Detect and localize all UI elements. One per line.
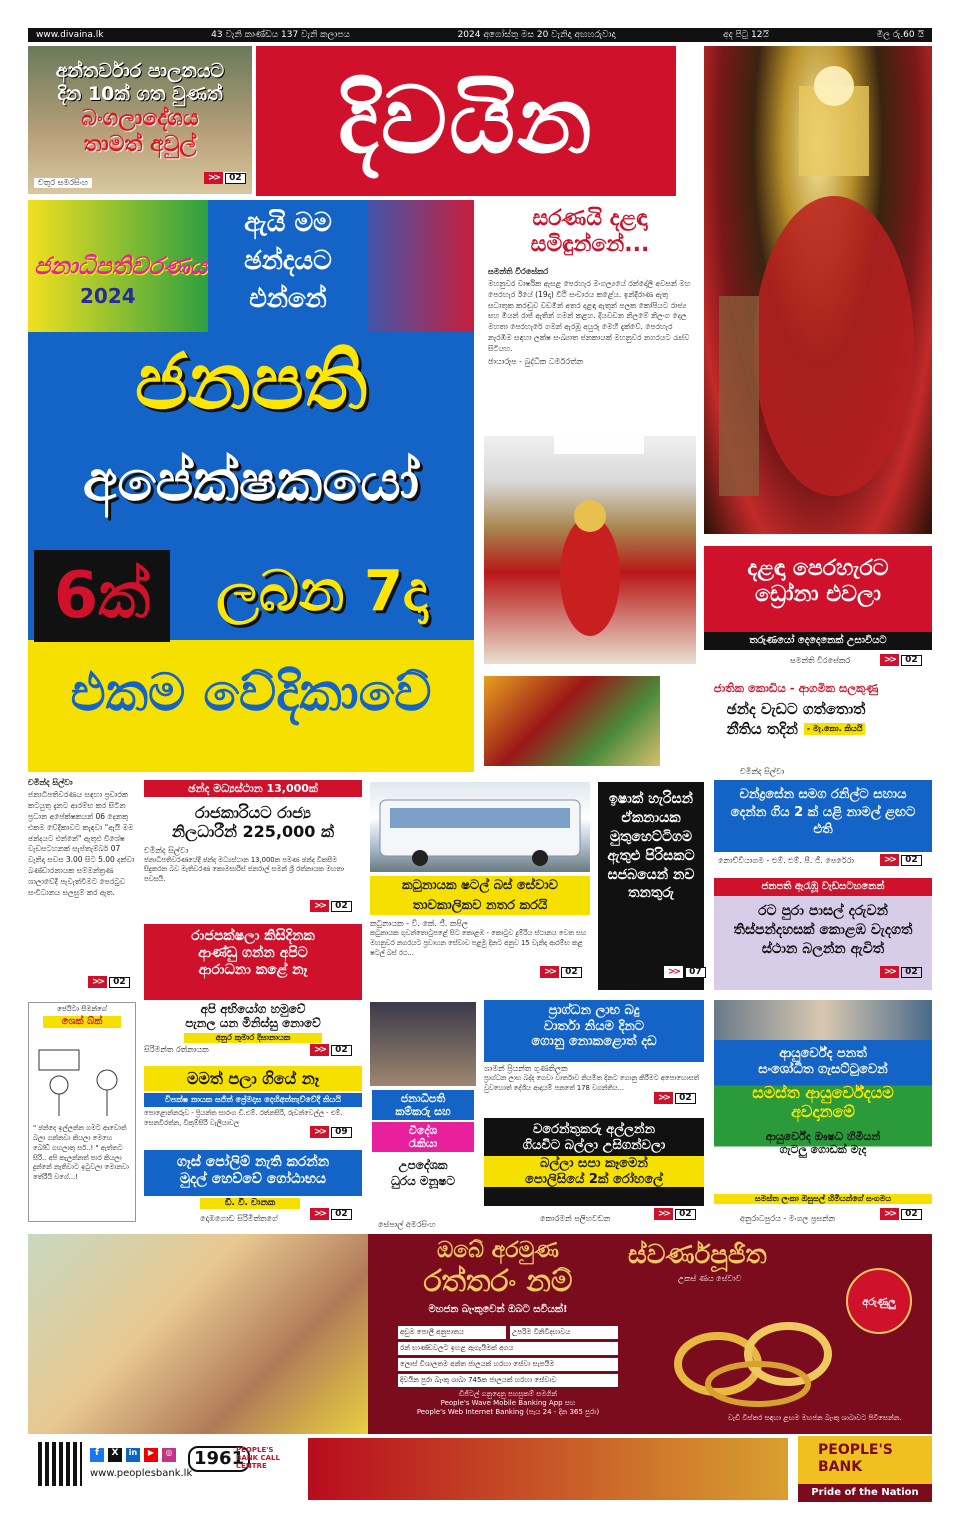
ad-family-photo xyxy=(28,1234,368,1434)
ad-website[interactable]: www.peoplesbank.lk xyxy=(90,1468,193,1479)
lead-kicker-2: ඡන්දයට xyxy=(244,246,332,276)
ayurveda-sub-1: ආයුර්වේද ඖෂධ හිමියන් xyxy=(765,1129,881,1143)
x-icon[interactable]: X xyxy=(108,1448,122,1462)
shuttle-title-2: තාවකාලිකව නතර කරයි xyxy=(370,896,590,916)
dalada-byline: සමන්ති වීරසේකර xyxy=(488,266,549,276)
ad-offer-5: දිවයින පුරා බැංකු ශාඛා 745ක ජාලයක් හරහා සේවාව xyxy=(398,1374,618,1387)
shuttle-bus-photo xyxy=(370,782,590,872)
mamath-subtitle: විපක්ෂ නායක සජිත් ප්‍රේමදාස දෙහිඅත්තැව්වේදී කියයි xyxy=(144,1093,362,1107)
ad-brand-sub: උකස් ණය සේවාව xyxy=(678,1274,742,1283)
shuttle-byline: කටුනායක - වී. කේ. ජී. කපිල xyxy=(370,919,468,929)
instagram-icon[interactable]: ◎ xyxy=(162,1448,176,1462)
cartoon-artist: ජෙයිටා සිමන්ගේ xyxy=(57,1005,107,1013)
lead-story[interactable] xyxy=(28,332,474,772)
page-number: 02 xyxy=(901,855,922,866)
dalada-photo xyxy=(484,436,696,664)
labour-title-4: රැකියා xyxy=(408,1137,438,1151)
labour-title-6: ධුරය මනූෂට xyxy=(390,1174,456,1188)
cartoon xyxy=(28,1002,136,1222)
dalada-photo-credit: ඡායාරූප - බුද්ධික ධර්මරත්න xyxy=(488,356,584,366)
mamath-title: මමත් පලා ගියේ නෑ xyxy=(144,1066,362,1091)
dalada-story[interactable] xyxy=(484,200,696,436)
warrant-page-ref[interactable]: >> 02 xyxy=(654,1208,696,1220)
drone-byline: සමන්ති වීරසේකර xyxy=(790,656,851,665)
ad-offer-2: උපරිම විනිවිදභාවය xyxy=(510,1326,618,1339)
labour-title-2: කම්කරු සහ xyxy=(395,1105,451,1119)
capital-body-box xyxy=(484,1064,704,1114)
officers-page-ref[interactable]: >> 02 xyxy=(310,900,352,912)
price: මිල රු.60 යි xyxy=(876,30,924,40)
ad-brand: ස්වර්ණපූජිත xyxy=(628,1240,767,1270)
ad-offer-1: අඩුම පොලී අනුපාතය xyxy=(398,1326,506,1339)
warrant-story[interactable] xyxy=(484,1118,704,1206)
hotline-number[interactable]: 1961 xyxy=(188,1446,250,1472)
top-info-bar xyxy=(28,28,932,42)
capital-title-1: ප්‍රාග්ධන ලාභ බදු xyxy=(548,1003,640,1018)
drone-subtitle: තරුණයෝ දෙදෙනෙක් උසාවියට xyxy=(704,632,932,650)
chandrasena-title: චන්ද්‍රසේන සමග රනිල්ට සහාය දෙන්න ගිය 2 ක් යළි නාමල් ළඟට එති xyxy=(730,787,916,838)
bus-illustration xyxy=(370,782,590,872)
facebook-icon[interactable]: f xyxy=(90,1448,104,1462)
rajapaksa-tag: අනුර කුමාර දිසානායක xyxy=(184,1033,322,1043)
flag-photo xyxy=(484,676,660,766)
gas-page-ref[interactable]: >> 02 xyxy=(310,1208,352,1220)
bangladesh-teaser[interactable] xyxy=(28,46,252,194)
ad-offer-3: රන් භාණ්ඩවලට ඉහළ ඇගැයීමක් අගය xyxy=(398,1342,618,1355)
left-byline: චමින්ද සිල්වා xyxy=(28,778,73,787)
officers-banner: ඡන්ද මධ්‍යස්ථාන 13,000ක් xyxy=(144,780,362,797)
gas-title-1: ගෑස් පෝලිම් නැති කරන්න xyxy=(176,1154,330,1170)
capital-byline: ශාමන් ප්‍රියන්ත ගුණතිලක xyxy=(484,1064,568,1073)
labour-title-3: විදේශ xyxy=(408,1124,438,1137)
flag-line-2: ඡන්ද වැඩට ගත්තොත් xyxy=(726,699,866,718)
page-number: 02 xyxy=(901,1209,922,1220)
page-number: 02 xyxy=(225,173,246,184)
ayurveda-title-3: සමස්ත ආයුර්වේදයම xyxy=(752,1083,894,1103)
officers-byline: චමින්ද සිල්වා xyxy=(144,845,189,855)
capital-page-ref[interactable]: >> 02 xyxy=(654,1092,696,1104)
officers-title-1: රාජකාරියට රාජ්‍ය xyxy=(195,803,311,823)
flag-line-3: නීතිය තදින් xyxy=(726,719,798,738)
bangladesh-page-ref[interactable]: >> 02 xyxy=(204,172,246,184)
bank-tagline: Pride of the Nation xyxy=(798,1484,932,1502)
flag-tag: - මැ.කො. කියයි xyxy=(804,723,866,735)
ad-note: වැඩි විස්තර සඳහා ළඟම මහජන බැංකු ශාඛාවට පිවිසෙන්න. xyxy=(728,1414,902,1422)
flag-title: ජාතික කොඩිය - ආගමික සලකුණු xyxy=(713,681,879,695)
ayurveda-title-1: ආයුර්වේද පනත් xyxy=(779,1046,867,1061)
rajapaksa-sub-1: අපි අභියෝග හමුවේ xyxy=(200,1002,306,1016)
capital-body: ප්‍රාග්ධන ලාභ බද්ද ගෙවා වාර්තාව නියමිත දිනට ගොනු කිරීමට අපොහොසත් වුවහොත් දේශීය ආදායම් පනතේ 178 වගන්තිය... xyxy=(484,1074,699,1092)
website-link[interactable]: www.divaina.lk xyxy=(36,30,104,40)
hotline-label: PEOPLE'S BANK CALL CENTRE xyxy=(236,1446,280,1470)
warrant-title-3: බල්ලා සපා කෑමෙන් xyxy=(484,1156,704,1172)
ishak-page-ref[interactable]: >> 07 xyxy=(664,966,706,978)
page-number: 02 xyxy=(561,967,582,978)
rajapaksa-title-3: ආරාධනා කළේ නෑ xyxy=(198,961,308,978)
labour-title-1: ජනාධිපති xyxy=(400,1092,446,1105)
ad-offer-7: People's Wave Mobile Banking App සහ xyxy=(440,1399,576,1407)
ayurveda-title-2: සංශෝධිත ගැසට්ටුවෙන් xyxy=(758,1061,888,1077)
peoples-bank-ad[interactable] xyxy=(28,1234,932,1504)
bangladesh-line2: දින 10ක් ගත වුණත් xyxy=(57,82,223,105)
left-body: ජනාධිපතිවරණය සඳහා ප්‍රචාරක කටයුතු දැනට ආරම්භ කර සිටින ප්‍රධාන අපේක්ෂකයන් 06 දෙනකු එකම වේදිකාවට කැඳවා "ඇයි මම ඡන්දයට එන්නේ" ඇතුළු විශේෂ වැඩසටහනක් සැප්තැම්බර් 07 වැනිදා සවස 3.00 සිට 5.00 දක්වා බණ්ඩාරනායක සම්මන්ත්‍රණ ශාලාවේදී පැවැත්වීමට පෙරටුව සංවිධානය සලසුම් කර ඇත. xyxy=(28,790,135,897)
officers-body: ජනාධිපතිවරණයේදී ඡන්ද මධ්‍යස්ථාන 13,000ක පමණ ඡන්ද විකසීම සිදුකරන බව මැතිවරණ කොමසාරිස් ජනරාල් සමන් ශ්‍රී රත්නායක මහතා පවසයි. xyxy=(144,855,344,884)
page-number: 02 xyxy=(109,977,130,988)
election-logo-year: 2024 xyxy=(80,284,136,308)
election-logo-text: ජනාධිපතිවරණය xyxy=(34,252,208,280)
page-number: 02 xyxy=(331,1209,352,1220)
social-icons xyxy=(90,1448,176,1462)
youtube-icon[interactable]: ▶ xyxy=(144,1448,158,1462)
ad-offer-6: ඩිජිටල් ගනුදෙනු පහසුකම් සමගින් xyxy=(459,1390,557,1398)
mamath-page-ref[interactable]: >> 09 xyxy=(310,1126,352,1138)
masthead xyxy=(256,46,676,196)
bangladesh-line1: අන්තර්වාර පාලනයට xyxy=(55,60,225,82)
mamath-body: පොළොන්නරුව - ප්‍රියන්ත සාරංග ඩී.එම්. රත්නසිරි, රුවන්වෙල්ල - එම්. සෙනවිරත්න, විකුම්සිරි වැලියාවල xyxy=(144,1108,343,1127)
page-number: 02 xyxy=(331,1045,352,1056)
volume-info: 43 වැනි කාණ්ඩය 137 වැනි කලාපය xyxy=(211,30,350,40)
drone-title-1: දළඳා පෙරහැරට xyxy=(747,556,889,581)
page-number: 02 xyxy=(675,1209,696,1220)
lead-headline-4: එකම වේදිකාවේ xyxy=(70,663,432,723)
drone-title-2: ඩ්‍රෝනා එවලා xyxy=(754,582,882,608)
rajapaksa-title-1: රාජපක්ෂලා කිසිදිනක xyxy=(191,928,315,944)
school-banner: ජනපති ඇරැඹූ වැඩසටහනෙන් xyxy=(714,878,932,896)
ad-line-2: රත්තරං නම් xyxy=(423,1264,573,1299)
page-number: 07 xyxy=(685,967,706,978)
page-number: 02 xyxy=(331,901,352,912)
cartoon-name: ශෙක් බ්ක් xyxy=(43,1016,121,1028)
masthead-title: දිවයින xyxy=(338,66,594,174)
cartoon-illustration xyxy=(29,1030,136,1120)
drone-page-ref[interactable]: >> 02 xyxy=(880,654,922,666)
page-count: අද පිටු 12යි xyxy=(723,30,769,40)
flag-byline: චමින්ද සිල්වා xyxy=(740,767,785,776)
drone-story[interactable] xyxy=(704,546,932,650)
labour-byline: සේපාල් අමරසිංහ xyxy=(378,1220,436,1229)
capital-title-3: ගොනු නොකළොත් දඩ xyxy=(531,1034,657,1050)
ad-line-1: ඔබේ අරමුණ xyxy=(436,1238,560,1263)
flag-story[interactable] xyxy=(660,676,932,766)
page-number: 02 xyxy=(901,967,922,978)
page-number: 02 xyxy=(901,655,922,666)
perahera-elephant-photo xyxy=(704,46,932,534)
gas-tag: ඩී. වී. චානක xyxy=(200,1198,300,1209)
dalada-title-1: සරණයි දළඳා xyxy=(532,206,648,231)
dalada-body: මහනුවර වාර්ෂික ඇසළ පෙරහැර මංගල්‍යයේ රන්දෝලි අවසන් මහ පෙරහැර ඊයේ (19දා) වීථි සංචාරය කළේය. ඉන්දීරාණ ඇතු සධාතුක කරඬුව වඩමින් අතර දළඳා ඇතුන් පලක කෝපියට රාජ්‍ය සහ මියන් රාජ් ඇතින් ගමන් කළහ. දියවඩන නිලමේ නිලංග දෙල මහතා පෙරහැරේ ගමන් ඇරඹූ අයුරු මෙහි දැක්වේ. පෙරහැර නැරඹීම සඳහා ලක්ෂ සංඛ්‍යාත ජනකායක් මහනුවර නගරයට රැස්ව සිටියහ. xyxy=(488,278,691,354)
ishak-story[interactable] xyxy=(598,782,704,990)
warrant-title-1: වරෙන්තුකරු අල්ලන්න xyxy=(532,1122,656,1137)
gas-title-2: මුදල් හෙව්වේ ගෝඨාභය xyxy=(179,1170,327,1187)
chandrasena-byline: නොච්චියාගම - එම්. එම්. පී. ජී. පෙරේරා xyxy=(718,856,855,865)
lead-kicker-3: එන්නේ xyxy=(249,284,327,314)
gold-jewellery-illustration xyxy=(668,1294,858,1414)
procession-illustration xyxy=(484,436,696,664)
ayurveda-title-4: අවදානමේ xyxy=(791,1102,855,1122)
ad-line-3: මහජන බැංකුවෙන් ඔබට සවියක්! xyxy=(428,1304,568,1315)
rajapaksa-sub-2: පැනල යන මිනිස්සු නොවේ xyxy=(185,1016,321,1031)
capital-title-2: වාර්තා නියම දිනට xyxy=(543,1018,645,1034)
shuttle-page-ref[interactable]: >> 02 xyxy=(540,966,582,978)
ad-offer-4: ලොස් විශාලතම අන්ත ජාලයක් හරහා සේවා සැපයීම xyxy=(398,1358,618,1371)
cartoon-caption: " ඡන්දෙ ඉල්ලන්න ගමට ආවොත් බලා ගන්නවා කියලා මෙහෙ බෝඩ් ගහලාතු සර්..! " ඇත්තට සිරි.. අපි කැලන්නත් පාර කියලා දුන්නේ නැතිවාට ඉටුවලා මොනවා තේරීයි වගේ...! xyxy=(33,1124,129,1182)
ayurveda-story[interactable] xyxy=(714,1040,932,1192)
rajapaksa-page-ref[interactable]: >> 02 xyxy=(310,1044,352,1056)
capital-story[interactable] xyxy=(484,1000,704,1062)
election-graphic xyxy=(28,200,474,332)
bank-name: PEOPLE'S BANK xyxy=(818,1442,893,1475)
gas-story[interactable] xyxy=(144,1150,362,1196)
dalada-title-2: සමිඳුන්නේ... xyxy=(530,232,650,258)
page-number: 02 xyxy=(675,1093,696,1104)
ad-offer-8: People's Web Internet Banking (පැය 24 - දින 365 පුරා) xyxy=(416,1408,600,1416)
school-title: රට පුරා පාසල් දරුවන් තිස්පන්දහසක් කොළඹ වැදගත් ස්ථාන බලන්න ඇවිත් xyxy=(733,903,913,957)
ishak-title: ඉෂාක් හැරිසන් ඒකනායක මුතුහෙට්ටිගම ඇතුළු පිරිසකට සජබයෙන් නව තනතුරු xyxy=(607,791,695,902)
labour-title-5: උපදේශක xyxy=(398,1158,448,1172)
bangladesh-line3: බංගලාදේශය xyxy=(81,105,199,131)
rajapaksa-story[interactable] xyxy=(144,924,362,1000)
lead-headline-1: ජනපති xyxy=(134,337,368,427)
left-column-story[interactable] xyxy=(28,778,136,996)
lead-headline-3: ලබන 7දා xyxy=(216,559,428,624)
chandrasena-story[interactable] xyxy=(714,780,932,852)
school-page-ref[interactable]: >> 02 xyxy=(880,966,922,978)
ad-badge: අරුණුලු xyxy=(846,1268,912,1334)
ad-gradient-band xyxy=(308,1438,788,1500)
issue-date: 2024 අගෝස්තු මස 20 වැනිදා අඟහරුවාදා xyxy=(457,30,616,40)
labour-story[interactable] xyxy=(370,1002,476,1216)
chandrasena-page-ref[interactable]: >> 02 xyxy=(880,854,922,866)
ayurveda-tag: සමස්ත ලංකා ඔසුසල් හිමියන්ගේ සංගමය xyxy=(714,1194,932,1204)
elephant-illustration xyxy=(704,46,932,534)
officers-title-2: නිලධාරීන් 225,000 ක් xyxy=(172,822,334,842)
lead-kicker-1: ඇයි මම xyxy=(244,208,332,238)
ayurveda-sub-2: ගැටලු ගොඩක් මැද xyxy=(779,1142,867,1156)
linkedin-icon[interactable]: in xyxy=(126,1448,140,1462)
gas-byline: දොඹගොඩ සිරිමිත්තගේ xyxy=(200,1214,278,1223)
ayurveda-byline: අනුරාධපුරය - මංගල ප්‍රසන්න xyxy=(740,1214,836,1223)
ayurveda-photo xyxy=(714,1000,932,1040)
lead-candidate-count: 6ක් xyxy=(34,550,170,642)
bangladesh-line4: තාමත් අවුල් xyxy=(83,131,197,157)
rajapaksa-byline: සිරිමන්ත රත්නායක xyxy=(144,1044,209,1054)
lead-headline-2: අපේක්ෂකයෝ xyxy=(82,449,420,514)
warrant-byline: කොරමන් පලිහවඩන xyxy=(540,1214,611,1223)
qr-code-icon[interactable] xyxy=(38,1442,82,1486)
page-number: 09 xyxy=(331,1127,352,1138)
shuttle-title-1: කටුනායක ෂටල් බස් සේවාව xyxy=(370,876,590,896)
warrant-title-4: පොලිසියේ 2ක් රෝහලේ xyxy=(484,1172,704,1188)
bangladesh-byline: චතුර සමරසිංහ xyxy=(34,178,92,188)
ayurveda-page-ref[interactable]: >> 02 xyxy=(880,1208,922,1220)
warrant-title-2: ගියවිට බල්ලා උසිගන්වලා xyxy=(522,1137,666,1153)
rajapaksa-title-2: ආණ්ඩු ගන්න අපිට xyxy=(198,944,308,961)
shuttle-body: කටුනායක ගුවන්තොටුපළේ සිට කොළඹ - කොටුව දුම්රිය ස්ථානය වෙත සහ මහනුවර නගරයට ප්‍රවාහන සේවාව පළමු දිනට අනුව 15 වැනිදා ආරම්භ කළ ෂටල් බස් රථ... xyxy=(370,929,587,957)
left-page-ref[interactable]: >> 02 xyxy=(88,976,130,988)
